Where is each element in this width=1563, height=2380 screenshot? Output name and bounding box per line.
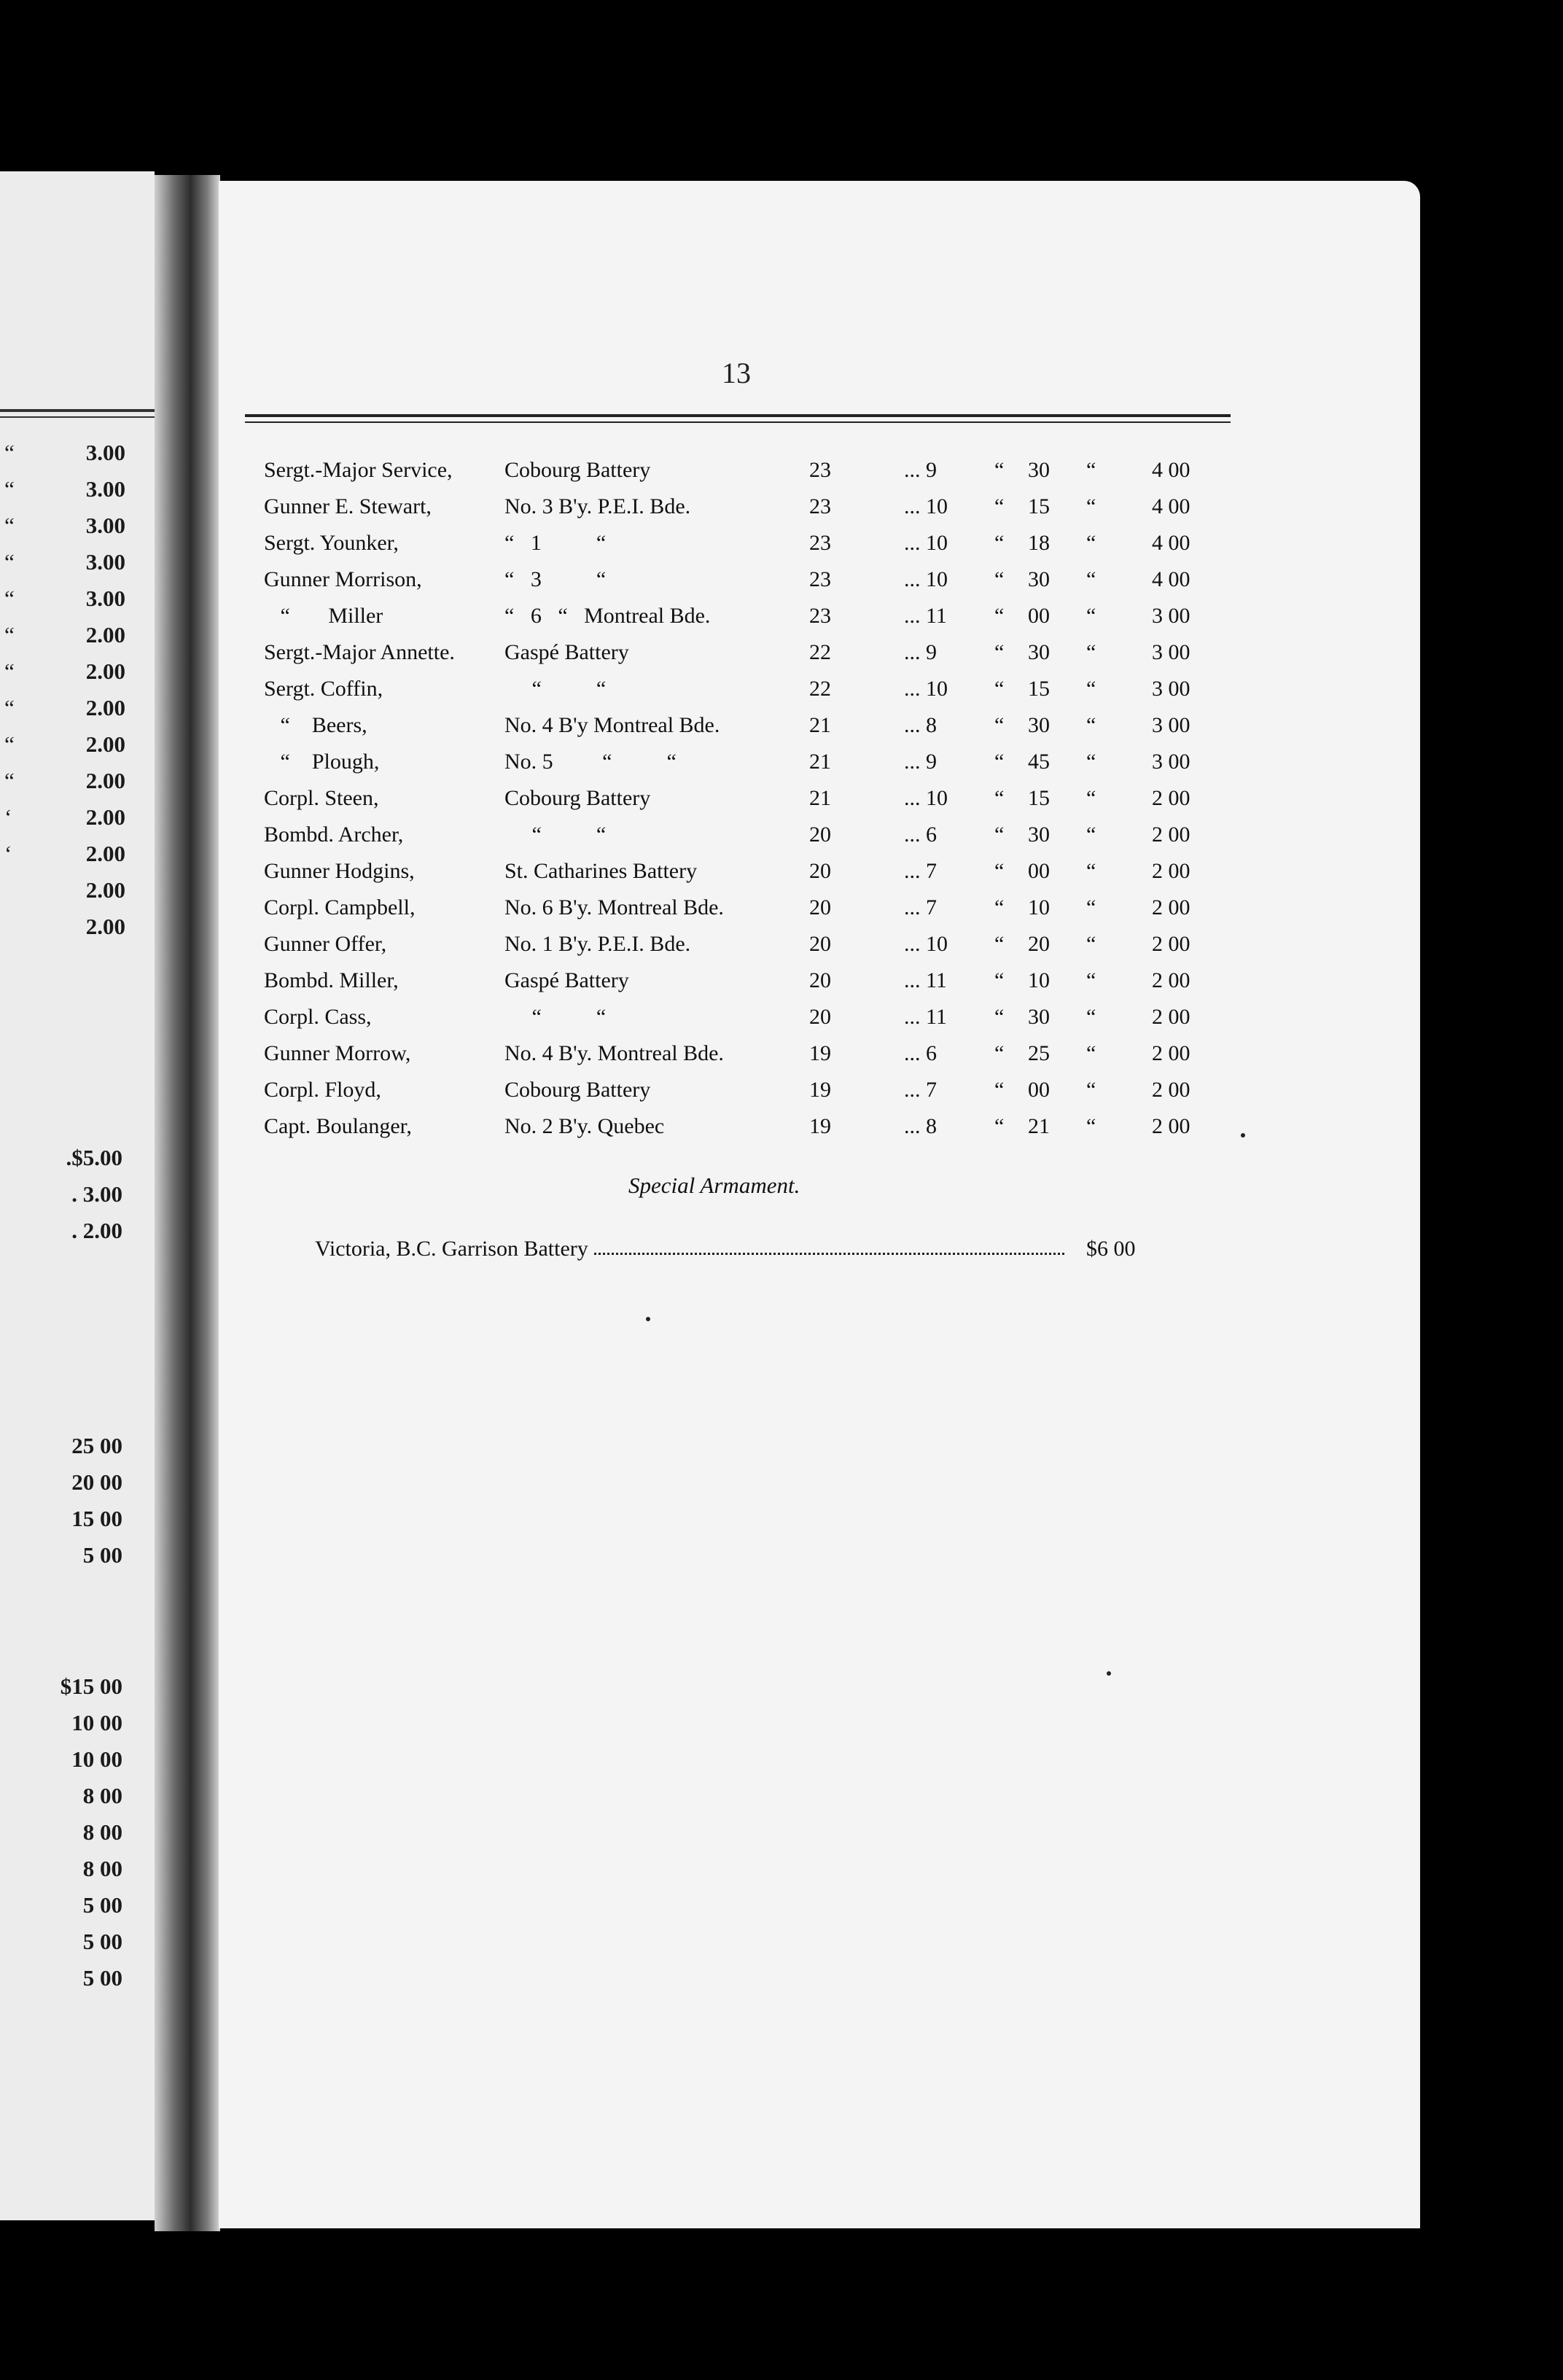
prize-row (0, 567, 1563, 602)
amount: 2.00 (85, 841, 125, 866)
time-first: ... 7 (904, 1078, 937, 1102)
prize-amount: 4 00 (1152, 458, 1190, 482)
prize-amount: 4 00 (1152, 567, 1190, 591)
time-second: 25 (1028, 1041, 1050, 1065)
print-speck (1241, 1133, 1245, 1138)
time-second: 15 (1028, 494, 1050, 518)
amount: . 3.00 (71, 1181, 122, 1207)
amount: 8 00 (82, 1856, 122, 1881)
ditto-mark: “ (4, 658, 15, 684)
prize-row (0, 640, 1563, 675)
prize-amount: 2 00 (1152, 1005, 1190, 1029)
battery-name: No. 1 B'y. P.E.I. Bde. (504, 932, 691, 956)
score: 21 (809, 750, 831, 774)
prize-row (0, 968, 1563, 1003)
time-first: ... 10 (904, 567, 948, 591)
time-second: 18 (1028, 531, 1050, 555)
prize-amount: 2 00 (1152, 968, 1190, 992)
competitor-name: Bombd. Miller, (264, 968, 399, 992)
amount: .$5.00 (66, 1145, 122, 1170)
battery-name: No. 5 “ “ (504, 750, 677, 774)
score: 22 (809, 677, 831, 701)
ditto-mark: “ (4, 513, 15, 538)
prize-row (0, 1078, 1563, 1113)
prize-amount: 3 00 (1152, 677, 1190, 701)
amount: 8 00 (82, 1819, 122, 1845)
ditto-mark: “ (994, 604, 1005, 628)
ditto-mark: “ (1086, 1114, 1096, 1138)
prize-row (0, 458, 1563, 493)
ditto-mark: “ (994, 567, 1005, 591)
ditto-mark: “ (1086, 1078, 1096, 1102)
ditto-mark: “ (994, 786, 1005, 810)
score: 20 (809, 895, 831, 919)
ditto-mark: “ (1086, 822, 1096, 847)
time-first: ... 7 (904, 859, 937, 883)
time-second: 00 (1028, 604, 1050, 628)
time-second: 30 (1028, 640, 1050, 664)
amount: 3.00 (85, 586, 125, 611)
time-second: 30 (1028, 567, 1050, 591)
time-first: ... 10 (904, 677, 948, 701)
time-second: 15 (1028, 786, 1050, 810)
amount: 2.00 (85, 804, 125, 830)
amount: 5 00 (82, 1929, 122, 1954)
battery-name: Gaspé Battery (504, 640, 629, 664)
ditto-mark: “ (1086, 786, 1096, 810)
time-first: ... 6 (904, 822, 937, 847)
amount: 2.00 (85, 695, 125, 720)
prize-row (0, 494, 1563, 529)
score: 22 (809, 640, 831, 664)
battery-name: No. 4 B'y. Montreal Bde. (504, 1041, 724, 1065)
competitor-name: Gunner Morrow, (264, 1041, 411, 1065)
battery-name: “ 6 “ Montreal Bde. (504, 604, 711, 628)
ditto-mark: “ (1086, 567, 1096, 591)
score: 23 (809, 458, 831, 482)
amount: 2.00 (85, 768, 125, 793)
header-rule (245, 414, 1231, 417)
ditto-mark: “ (994, 968, 1005, 992)
time-second: 21 (1028, 1114, 1050, 1138)
ditto-mark: “ (4, 586, 15, 611)
battery-name: No. 4 B'y Montreal Bde. (504, 713, 720, 737)
score: 20 (809, 932, 831, 956)
prize-amount: 3 00 (1152, 604, 1190, 628)
amount: 2.00 (85, 658, 125, 684)
special-armament-amount: $6 00 (1080, 1237, 1136, 1261)
battery-name: Cobourg Battery (504, 1078, 651, 1102)
ditto-mark: “ (1086, 677, 1096, 701)
time-first: ... 10 (904, 786, 948, 810)
prize-amount: 2 00 (1152, 822, 1190, 847)
prize-amount: 2 00 (1152, 786, 1190, 810)
prize-amount: 4 00 (1152, 531, 1190, 555)
prize-row (0, 1041, 1563, 1076)
ditto-mark: “ (1086, 713, 1096, 737)
time-second: 30 (1028, 822, 1050, 847)
prize-amount: 2 00 (1152, 859, 1190, 883)
ditto-mark: ‘ (4, 804, 12, 830)
amount: 5 00 (82, 1965, 122, 1991)
amount: 20 00 (71, 1469, 122, 1495)
prize-row (0, 932, 1563, 967)
time-first: ... 10 (904, 932, 948, 956)
ditto-mark: “ (1086, 604, 1096, 628)
amount: 8 00 (82, 1783, 122, 1808)
amount: . 2.00 (71, 1218, 122, 1243)
prize-row (0, 677, 1563, 712)
score: 23 (809, 531, 831, 555)
ditto-mark: “ (994, 1041, 1005, 1065)
prize-amount: 3 00 (1152, 750, 1190, 774)
score: 20 (809, 859, 831, 883)
competitor-name: Sergt. Coffin, (264, 677, 383, 701)
competitor-name: Gunner E. Stewart, (264, 494, 432, 518)
prize-amount: 2 00 (1152, 1078, 1190, 1102)
ditto-mark: “ (994, 1005, 1005, 1029)
time-second: 00 (1028, 1078, 1050, 1102)
competitor-name: Sergt. Younker, (264, 531, 399, 555)
ditto-mark: “ (1086, 1005, 1096, 1029)
competitor-name: Bombd. Archer, (264, 822, 404, 847)
prize-amount: 3 00 (1152, 713, 1190, 737)
time-second: 15 (1028, 677, 1050, 701)
ditto-mark: “ (994, 1114, 1005, 1138)
amount: 5 00 (82, 1542, 122, 1568)
ditto-mark: “ (1086, 750, 1096, 774)
special-armament-heading: Special Armament. (628, 1172, 800, 1198)
prize-row (0, 531, 1563, 566)
special-armament-label: Victoria, B.C. Garrison Battery (315, 1237, 593, 1261)
competitor-name: “ Plough, (264, 750, 380, 774)
amount: 2.00 (85, 622, 125, 648)
amount: 3.00 (85, 440, 125, 465)
ditto-mark: “ (994, 494, 1005, 518)
time-first: ... 9 (904, 640, 937, 664)
prize-row (0, 895, 1563, 930)
time-first: ... 11 (904, 604, 947, 628)
amount: 3.00 (85, 549, 125, 575)
competitor-name: Corpl. Cass, (264, 1005, 372, 1029)
ditto-mark: “ (994, 640, 1005, 664)
battery-name: Cobourg Battery (504, 786, 651, 810)
time-first: ... 8 (904, 713, 937, 737)
ditto-mark: “ (4, 549, 15, 575)
time-second: 45 (1028, 750, 1050, 774)
battery-name: “ “ (504, 1005, 607, 1029)
competitor-name: Corpl. Floyd, (264, 1078, 381, 1102)
prize-amount: 3 00 (1152, 640, 1190, 664)
competitor-name: Sergt.-Major Service, (264, 458, 453, 482)
print-speck (1107, 1671, 1111, 1676)
prize-amount: 2 00 (1152, 1041, 1190, 1065)
time-first: ... 11 (904, 1005, 947, 1029)
prize-row (0, 750, 1563, 785)
time-first: ... 9 (904, 750, 937, 774)
ditto-mark: “ (994, 677, 1005, 701)
prize-row (0, 786, 1563, 821)
time-first: ... 9 (904, 458, 937, 482)
prize-row (0, 822, 1563, 858)
battery-name: “ “ (504, 677, 607, 701)
battery-name: St. Catharines Battery (504, 859, 698, 883)
time-first: ... 10 (904, 531, 948, 555)
time-second: 00 (1028, 859, 1050, 883)
score: 20 (809, 822, 831, 847)
battery-name: Gaspé Battery (504, 968, 629, 992)
time-first: ... 8 (904, 1114, 937, 1138)
ditto-mark: “ (994, 458, 1005, 482)
competitor-name: Gunner Offer, (264, 932, 387, 956)
ditto-mark: “ (994, 822, 1005, 847)
prize-amount: 4 00 (1152, 494, 1190, 518)
previous-page-rule (0, 409, 155, 412)
ditto-mark: “ (994, 713, 1005, 737)
competitor-name: Sergt.-Major Annette. (264, 640, 455, 664)
ditto-mark: “ (1086, 968, 1096, 992)
score: 23 (809, 494, 831, 518)
ditto-mark: “ (4, 731, 15, 757)
competitor-name: “ Beers, (264, 713, 367, 737)
amount: 25 00 (71, 1433, 122, 1458)
page-number: 13 (722, 357, 751, 389)
amount: 2.00 (85, 731, 125, 757)
time-first: ... 10 (904, 494, 948, 518)
amount: 15 00 (71, 1506, 122, 1531)
ditto-mark: “ (1086, 640, 1096, 664)
ditto-mark: “ (994, 895, 1005, 919)
prize-row (0, 604, 1563, 639)
ditto-mark: “ (1086, 932, 1096, 956)
ditto-mark: “ (1086, 531, 1096, 555)
competitor-name: Gunner Morrison, (264, 567, 422, 591)
ditto-mark: ‘ (4, 841, 12, 866)
score: 21 (809, 786, 831, 810)
prize-row (0, 1114, 1563, 1149)
score: 19 (809, 1078, 831, 1102)
ditto-mark: “ (994, 932, 1005, 956)
ditto-mark: “ (1086, 859, 1096, 883)
ditto-mark: “ (1086, 1041, 1096, 1065)
amount: 3.00 (85, 513, 125, 538)
score: 19 (809, 1041, 831, 1065)
time-first: ... 7 (904, 895, 937, 919)
amount: 10 00 (71, 1746, 122, 1772)
time-second: 30 (1028, 1005, 1050, 1029)
prize-row (0, 713, 1563, 748)
score: 19 (809, 1114, 831, 1138)
prize-row (0, 1005, 1563, 1040)
time-second: 30 (1028, 458, 1050, 482)
ditto-mark: “ (4, 476, 15, 502)
print-speck (646, 1317, 650, 1321)
time-second: 20 (1028, 932, 1050, 956)
time-second: 30 (1028, 713, 1050, 737)
score: 23 (809, 604, 831, 628)
amount: 2.00 (85, 877, 125, 903)
ditto-mark: “ (1086, 458, 1096, 482)
ditto-mark: “ (994, 859, 1005, 883)
prize-row (0, 859, 1563, 894)
amount: $15 00 (60, 1673, 122, 1699)
ditto-mark: “ (994, 1078, 1005, 1102)
ditto-mark: “ (4, 440, 15, 465)
score: 20 (809, 1005, 831, 1029)
score: 23 (809, 567, 831, 591)
competitor-name: Corpl. Steen, (264, 786, 379, 810)
competitor-name: Gunner Hodgins, (264, 859, 415, 883)
prize-amount: 2 00 (1152, 895, 1190, 919)
ditto-mark: “ (4, 695, 15, 720)
battery-name: “ 3 “ (504, 567, 607, 591)
score: 21 (809, 713, 831, 737)
battery-name: “ 1 “ (504, 531, 607, 555)
amount: 2.00 (85, 914, 125, 939)
ditto-mark: “ (994, 531, 1005, 555)
ditto-mark: “ (4, 622, 15, 648)
battery-name: “ “ (504, 822, 607, 847)
score: 20 (809, 968, 831, 992)
battery-name: No. 6 B'y. Montreal Bde. (504, 895, 724, 919)
prize-amount: 2 00 (1152, 1114, 1190, 1138)
competitor-name: Corpl. Campbell, (264, 895, 416, 919)
time-second: 10 (1028, 968, 1050, 992)
ditto-mark: “ (4, 768, 15, 793)
battery-name: No. 3 B'y. P.E.I. Bde. (504, 494, 691, 518)
previous-page-rule-thin (0, 416, 155, 418)
battery-name: No. 2 B'y. Quebec (504, 1114, 665, 1138)
time-first: ... 6 (904, 1041, 937, 1065)
ditto-mark: “ (1086, 494, 1096, 518)
ditto-mark: “ (994, 750, 1005, 774)
ditto-mark: “ (1086, 895, 1096, 919)
prize-amount: 2 00 (1152, 932, 1190, 956)
competitor-name: Capt. Boulanger, (264, 1114, 412, 1138)
amount: 10 00 (71, 1710, 122, 1735)
amount: 3.00 (85, 476, 125, 502)
battery-name: Cobourg Battery (504, 458, 651, 482)
competitor-name: “ Miller (264, 604, 383, 628)
time-second: 10 (1028, 895, 1050, 919)
header-rule-thin (245, 421, 1231, 423)
amount: 5 00 (82, 1892, 122, 1918)
time-first: ... 11 (904, 968, 947, 992)
